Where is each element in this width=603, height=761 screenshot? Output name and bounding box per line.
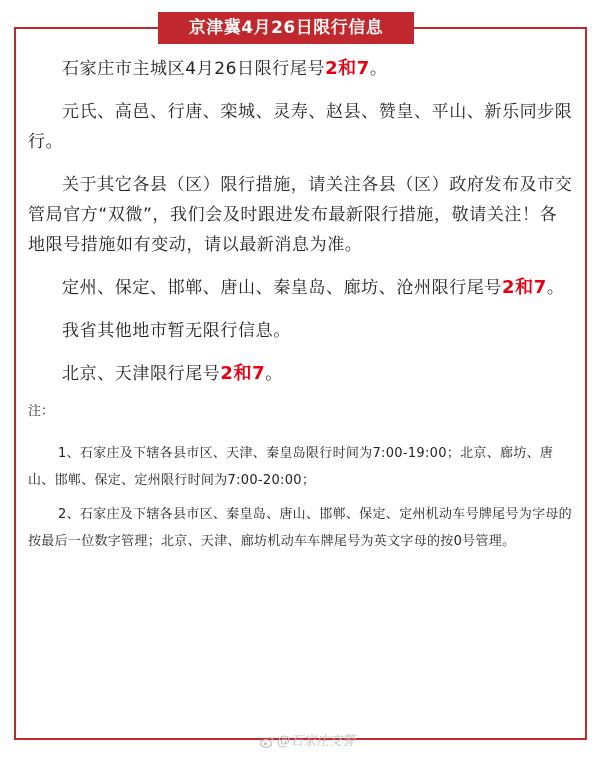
- weibo-icon: [260, 736, 274, 748]
- paragraph-suffix: 。: [265, 364, 283, 384]
- paragraph-text: 石家庄市主城区4月26日限行尾号: [62, 59, 326, 79]
- paragraph-text: 北京、天津限行尾号: [62, 364, 221, 384]
- paragraph-suffix: 。: [546, 278, 565, 298]
- paragraph-suffix: 。: [369, 59, 388, 79]
- watermark-text: @石家庄交警: [277, 734, 356, 749]
- paragraph-text: 定州、保定、邯郸、唐山、秦皇岛、廊坊、沧州限行尾号: [62, 278, 502, 298]
- note-item: 1、石家庄及下辖各县市区、天津、秦皇岛限行时间为7:00-19:00；北京、廊坊、唐山、邯郸、保定、定州限行时间为7:00-20:00；: [28, 446, 554, 488]
- paragraph-shijiazhuang: [28, 54, 573, 84]
- note-item: 2、石家庄及下辖各县市区、秦皇岛、唐山、邯郸、保定、定州机动车号牌尾号为字母的按最后一位数字管理；北京、天津、廊坊机动车车牌尾号为英文字母的按0号管理。: [28, 507, 572, 549]
- article-body: [28, 54, 573, 562]
- tail-number-highlight: 2和7: [325, 58, 370, 79]
- tail-number-highlight: 2和7: [220, 363, 266, 384]
- notes-title: 注：: [28, 404, 55, 419]
- tail-number-highlight: 2和7: [502, 277, 547, 298]
- paragraph-beijing-tianjin: [28, 359, 573, 389]
- paragraph-counties: [28, 97, 573, 157]
- paragraph-no-restriction: [28, 316, 573, 346]
- paragraph-text: 我省其他地市暂无限行信息。: [62, 321, 291, 341]
- paragraph-text: 关于其它各县（区）限行措施，请关注各县（区）政府发布及市交管局官方“双微”，我们会及时跟进发布最新限行措施，敬请关注！各地限号措施如有变动，请以最新消息为准。: [28, 175, 573, 255]
- paragraph-notice: [28, 170, 573, 260]
- page-title: 京津冀4月26日限行信息: [158, 12, 414, 44]
- paragraph-other-cities: [28, 273, 573, 303]
- paragraph-text: 元氏、高邑、行唐、栾城、灵寿、赵县、赞皇、平山、新乐同步限行。: [28, 102, 573, 152]
- weibo-watermark: [260, 733, 355, 751]
